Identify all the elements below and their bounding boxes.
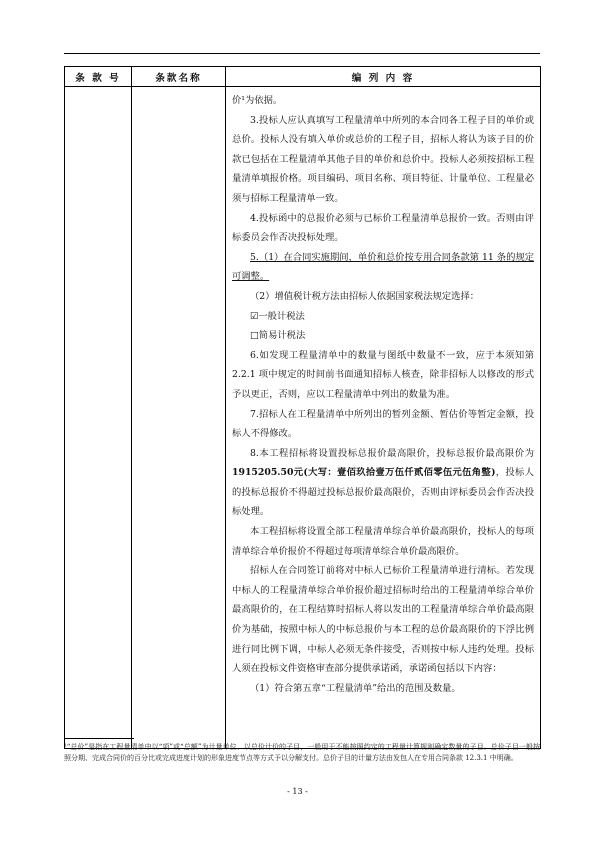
page-number: - 13 - [287, 787, 308, 796]
checkbox-option-general: ☑一般计税法 [250, 310, 305, 322]
header-rule [64, 53, 540, 54]
price-limit-amount: 1915205.50元(大写：壹佰玖拾壹万伍仟贰佰零伍元伍角整) [232, 467, 496, 479]
clause-table [64, 66, 541, 749]
price-limit-text-end: ，投标人的投标总报价不得超过投标总报价最高限价，否则由评标委员会作否决投标处理。 [232, 467, 534, 518]
paragraph: 招标人在合同签订前将对中标人已标价工程量清单进行清标。若发现中标人的工程量清单综合单价报价超过招标时给出的工程量清单综合单价最高限价的，在工程结算时招标人将以发出的工程量清单综合单价最高限价为基础，按照中标人的中标总报价与本工程的总价最高限价的下浮比例进行同比例下调，中标人必须无条件接受，否则按中标人违约处理。投标人须在投标文件资格审查部分提供承诺函，承诺函包括以下内容： [232, 565, 534, 675]
content-cell [226, 87, 541, 749]
paragraph: 价¹为依据。 [232, 95, 283, 106]
paragraph: 6.如发现工程量清单中的数量与图纸中数量不一致，应于本须知第 2.2.1 项中规定的时间前书面通知招标人核查，除非招标人以修改的形式予以更正，否则，应以工程量清单中列出的数量为准。 [232, 349, 534, 400]
footnote-rule [64, 738, 134, 739]
header-content: 编 列 内 容 [226, 67, 541, 87]
checkbox-option-simple: □简易计税法 [250, 330, 306, 342]
clause-name-cell [132, 87, 226, 749]
paragraph: 3.投标人应认真填写工程量清单中所列的本合同各工程子目的单价或总价。投标人没有填入单价或总价的工程子目，招标人将认为该子目的价款已包括在工程量清单其他子目的单价和总价中。投标人必须按招标工程量清单填报价格。项目编码、项目名称、项目特征、计量单位、工程量必须与招标工程量清单一致。 [232, 114, 534, 204]
paragraph-underlined: 5.（1）在合同实施期间，单价和总价按专用合同条款第 11 条的规定可调整。 [232, 251, 534, 283]
table-row [65, 87, 541, 749]
paragraph: 本工程招标将设置全部工程量清单综合单价最高限价，投标人的每项清单综合单价报价不得超过每项清单综合单价最高限价。 [232, 526, 534, 557]
table-header-row [65, 67, 541, 87]
header-clause-name: 条款名称 [132, 67, 226, 87]
clause-number-cell [65, 87, 132, 749]
paragraph: （2）增值税计税方法由招标人依据国家税法规定选择： [250, 290, 480, 302]
paragraph: （1）符合第五章“工程量清单”给出的范围及数量。 [250, 682, 461, 694]
price-limit-text: 8.本工程招标将设置投标总报价最高限价，投标总报价最高限价为 [250, 447, 534, 459]
footnote: ¹“总价”是指在工程量清单中以“项”或“总额”为计量单位、以总价计价的子目，一般用于不能按照约定的工程量计算规则确定数量的子目。总价子目一般按照分期、完成合同价的百分比或完成进度计划的形象进度节点等方式予以分解支付。总价子目的计量方法由发包人在专用合同条款 12.3.1 中明确。 [64, 743, 540, 762]
paragraph: 4.投标函中的总报价必须与已标价工程量清单总报价一致。否则由评标委员会作否决投标处理。 [232, 212, 534, 244]
paragraph: 7.招标人在工程量清单中所列出的暂列金额、暂估价等暂定金额，投标人不得修改。 [232, 408, 534, 440]
price-limit-paragraph [232, 444, 534, 522]
header-clause-number: 条 款 号 [65, 67, 132, 87]
